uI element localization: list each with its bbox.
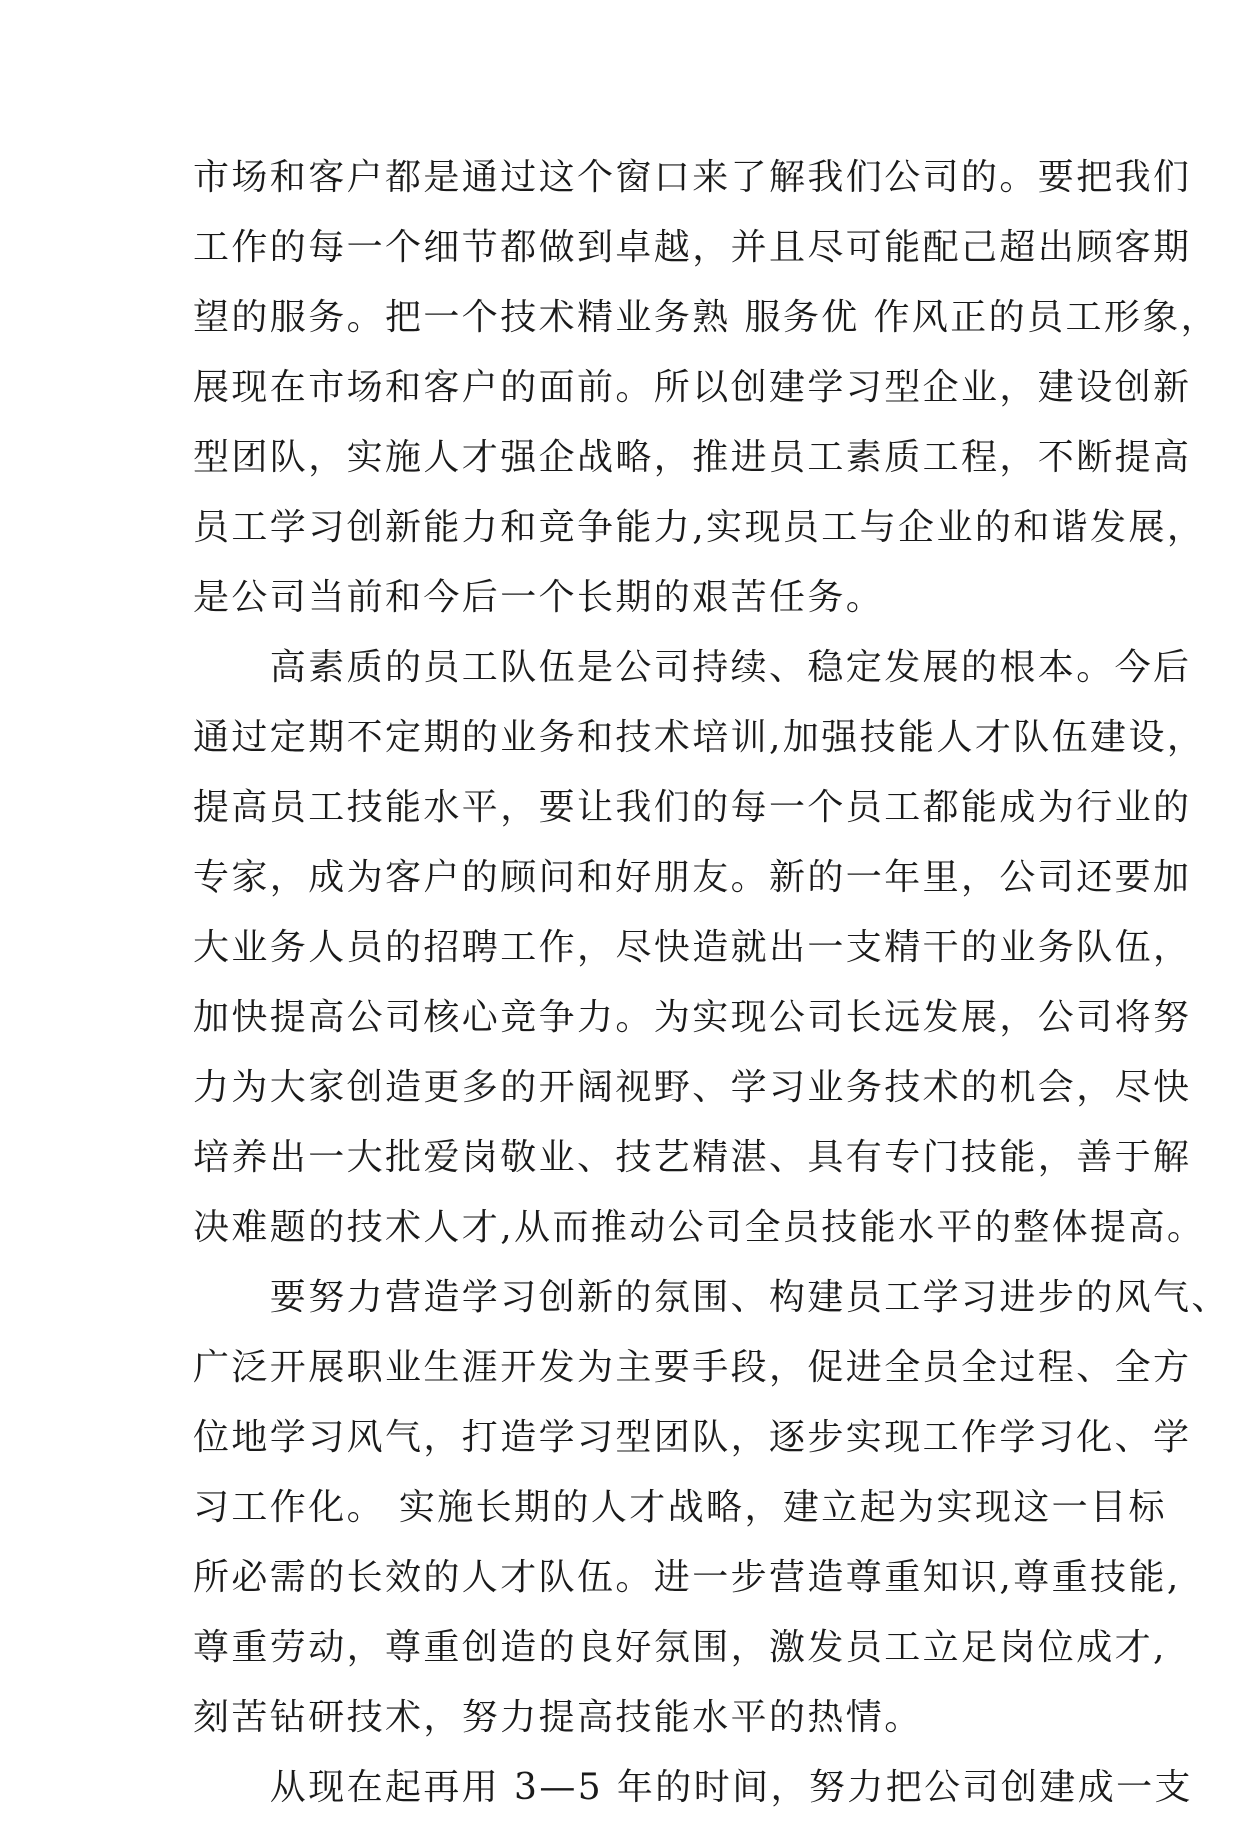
text-line: 展现在市场和客户的面前。所以创建学习型企业，建设创新 [193, 367, 1192, 408]
text-line: 加快提高公司核心竞争力。为实现公司长远发展，公司将努 [193, 997, 1192, 1038]
text-line: 提高员工技能水平，要让我们的每一个员工都能成为行业的 [193, 787, 1192, 828]
text-line: 市场和客户都是通过这个窗口来了解我们公司的。要把我们 [193, 157, 1192, 198]
text-line: 要努力营造学习创新的氛围、构建员工学习进步的风气、 [193, 1277, 1230, 1318]
text-line: 培养出一大批爱岗敬业、技艺精湛、具有专门技能，善于解 [193, 1137, 1192, 1178]
text-line: 专家，成为客户的顾问和好朋友。新的一年里，公司还要加 [193, 857, 1192, 898]
text-line: 刻苦钻研技术，努力提高技能水平的热情。 [193, 1697, 923, 1738]
text-line: 高素质的员工队伍是公司持续、稳定发展的根本。今后 [193, 647, 1192, 688]
text-line: 通过定期不定期的业务和技术培训,加强技能人才队伍建设， [193, 717, 1206, 758]
text-line: 力为大家创造更多的开阔视野、学习业务技术的机会，尽快 [193, 1067, 1192, 1108]
text-line: 从现在起再用 3—5 年的时间，努力把公司创建成一支 [193, 1767, 1193, 1808]
text-line: 大业务人员的招聘工作，尽快造就出一支精干的业务队伍， [193, 927, 1192, 968]
text-line: 位地学习风气，打造学习型团队，逐步实现工作学习化、学 [193, 1417, 1192, 1458]
text-line: 望的服务。把一个技术精业务熟 服务优 作风正的员工形象， [193, 297, 1220, 338]
text-line: 尊重劳动，尊重创造的良好氛围，激发员工立足岗位成才, [193, 1627, 1167, 1668]
text-line: 所必需的长效的人才队伍。进一步营造尊重知识,尊重技能, [193, 1557, 1181, 1598]
text-line: 型团队，实施人才强企战略，推进员工素质工程，不断提高 [193, 437, 1192, 478]
text-line: 广泛开展职业生涯开发为主要手段，促进全员全过程、全方 [193, 1347, 1192, 1388]
document-body [193, 143, 1230, 1823]
text-line: 习工作化。 实施长期的人才战略，建立起为实现这一目标 [193, 1487, 1167, 1528]
text-line: 员工学习创新能力和竞争能力,实现员工与企业的和谐发展， [193, 507, 1206, 548]
text-line: 决难题的技术人才,从而推动公司全员技能水平的整体提高。 [193, 1207, 1206, 1248]
text-line: 工作的每一个细节都做到卓越，并且尽可能配己超出顾客期 [193, 227, 1192, 268]
text-line: 是公司当前和今后一个长期的艰苦任务。 [193, 577, 885, 618]
